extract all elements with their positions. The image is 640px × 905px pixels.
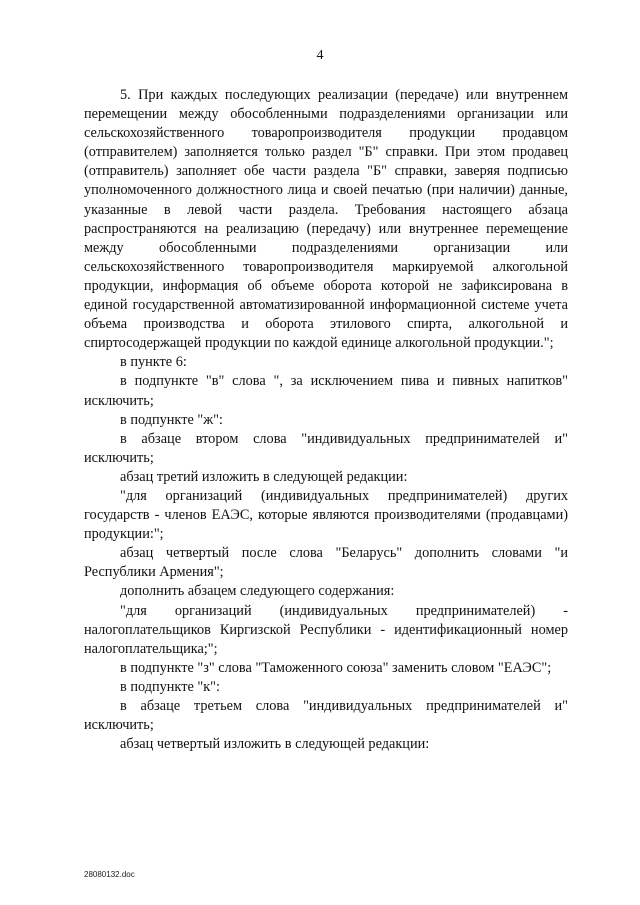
paragraph-abzac-third: абзац третий изложить в следующей редакции:: [120, 468, 408, 485]
paragraph-abzac-fourth-k: абзац четвертый изложить в следующей редакции:: [120, 736, 430, 753]
paragraph-add-abzac: дополнить абзацем следующего содержания:: [120, 583, 395, 600]
file-name-footer: 28080132.doc: [84, 870, 135, 879]
paragraph-subpoint-k: в подпункте "к":: [120, 678, 220, 695]
paragraph-abzac-second: в абзаце втором слова "индивидуальных предпринимателей и" исключить;: [84, 430, 568, 466]
paragraph-subpoint-z: в подпункте "з" слова "Таможенного союза" заменить словом "ЕАЭС";: [120, 659, 552, 676]
paragraph-point-6: в пункте 6:: [120, 354, 187, 371]
paragraph-item-5: 5. При каждых последующих реализации (передаче) или внутреннем перемещении между обособленными подразделениями организации или сельскохозяйственного товаропроизводителя продукции продавцом (отправителем) заполняется только раздел "Б" справки. При этом продавец (отправитель) заполняет обе части раздела "Б" справки, заверяя подписью уполномоченного должностного лица и своей печатью (при наличии) данные, указанные в левой части раздела. Требования настоящего абзаца распространяются на реализацию (передачу) или внутреннее перемещение между обособленными подразделениями организации или сельскохозяйственного товаропроизводителя маркируемой алкогольной продукции, информация об объеме оборота которой не зафиксирована в единой государственной автоматизированной информационной системе учета объема производства и оборота этилового спирта, алкогольной и спиртосодержащей продукции по каждой единице алкогольной продукции.";: [84, 87, 568, 352]
page-number: 4: [316, 48, 324, 63]
paragraph-quote-kyrgyz: "для организаций (индивидуальных предпринимателей) - налогоплательщиков Киргизской Республики - идентификационный номер налогоплательщика;";: [84, 602, 568, 657]
paragraph-abzac-third-k: в абзаце третьем слова "индивидуальных предпринимателей и" исключить;: [84, 698, 568, 734]
paragraph-quote-eaes: "для организаций (индивидуальных предпринимателей) других государств - членов ЕАЭС, которые являются производителями (продавцами) продукции:";: [84, 487, 568, 543]
paragraph-subpoint-zh: в подпункте "ж":: [120, 411, 223, 428]
paragraph-abzac-fourth: абзац четвертый после слова "Беларусь" дополнить словами "и Республики Армения";: [84, 545, 568, 581]
paragraph-subpoint-v: в подпункте "в" слова ", за исключением пива и пивных напитков" исключить;: [84, 373, 568, 409]
document-body: [84, 86, 568, 754]
